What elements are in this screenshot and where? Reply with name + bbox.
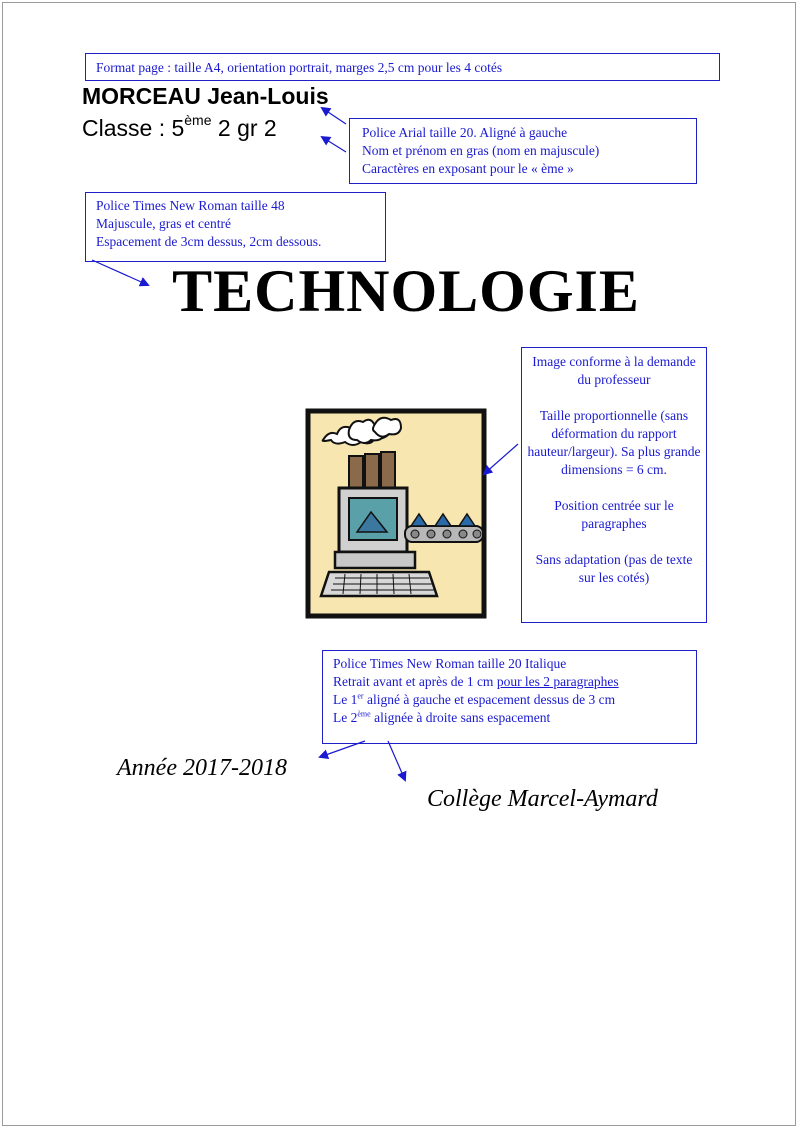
note-italic-line4-a: Le 2 xyxy=(333,710,358,725)
note-arial-font xyxy=(349,118,697,184)
note-italic-line2-a: Retrait avant et après de 1 cm xyxy=(333,674,497,689)
note-italic-line2 xyxy=(333,673,696,691)
note-page-format xyxy=(85,53,720,81)
note-image-p2: Taille proportionnelle (sans déformation du rapport hauteur/largeur). Sa plus grande dimensions = 6 cm. xyxy=(527,408,701,477)
class-prefix: Classe : 5 xyxy=(82,115,185,141)
note-italic-line3 xyxy=(333,691,696,709)
student-class xyxy=(82,112,277,142)
note-tnr48-line1: Police Times New Roman taille 48 xyxy=(96,198,285,213)
class-superscript: ème xyxy=(184,112,212,129)
note-italic-line4-sup: ème xyxy=(357,709,371,719)
note-tnr48-line3: Espacement de 3cm dessus, 2cm dessous. xyxy=(96,234,322,249)
college-name: Collège Marcel-Aymard xyxy=(427,786,658,812)
note-format-text: Format page : taille A4, orientation portrait, marges 2,5 cm pour les 4 cotés xyxy=(96,60,503,75)
class-suffix: 2 gr 2 xyxy=(211,115,277,141)
note-title-font xyxy=(85,192,386,262)
note-image-p1: Image conforme à la demande du professeur xyxy=(532,354,696,387)
note-arial-line1: Police Arial taille 20. Aligné à gauche xyxy=(362,125,568,140)
note-italic-line2-b: pour les 2 paragraphes xyxy=(496,674,619,689)
note-image-rules xyxy=(521,347,707,623)
school-year: Année 2017-2018 xyxy=(117,755,287,781)
note-italic-line3-sup: er xyxy=(357,691,364,701)
note-italic-line1: Police Times New Roman taille 20 Italique xyxy=(333,656,567,671)
note-tnr48-line2: Majuscule, gras et centré xyxy=(96,216,231,231)
document-title: TECHNOLOGIE xyxy=(172,258,640,324)
student-name: MORCEAU Jean-Louis xyxy=(82,83,329,109)
note-arial-line3: Caractères en exposant pour le « ème » xyxy=(362,161,574,176)
note-image-p4: Sans adaptation (pas de texte sur les cotés) xyxy=(535,552,693,585)
document-page xyxy=(2,2,796,1126)
note-arial-line2: Nom et prénom en gras (nom en majuscule) xyxy=(362,143,600,158)
note-footer-font xyxy=(322,650,697,744)
note-italic-line4-b: alignée à droite sans espacement xyxy=(370,710,551,725)
factory-computer-illustration xyxy=(305,408,490,620)
note-image-p3: Position centrée sur le paragraphes xyxy=(554,498,674,531)
note-italic-line3-a: Le 1 xyxy=(333,692,358,707)
note-italic-line3-b: aligné à gauche et espacement dessus de 3 cm xyxy=(363,692,616,707)
note-italic-line4 xyxy=(333,709,696,727)
